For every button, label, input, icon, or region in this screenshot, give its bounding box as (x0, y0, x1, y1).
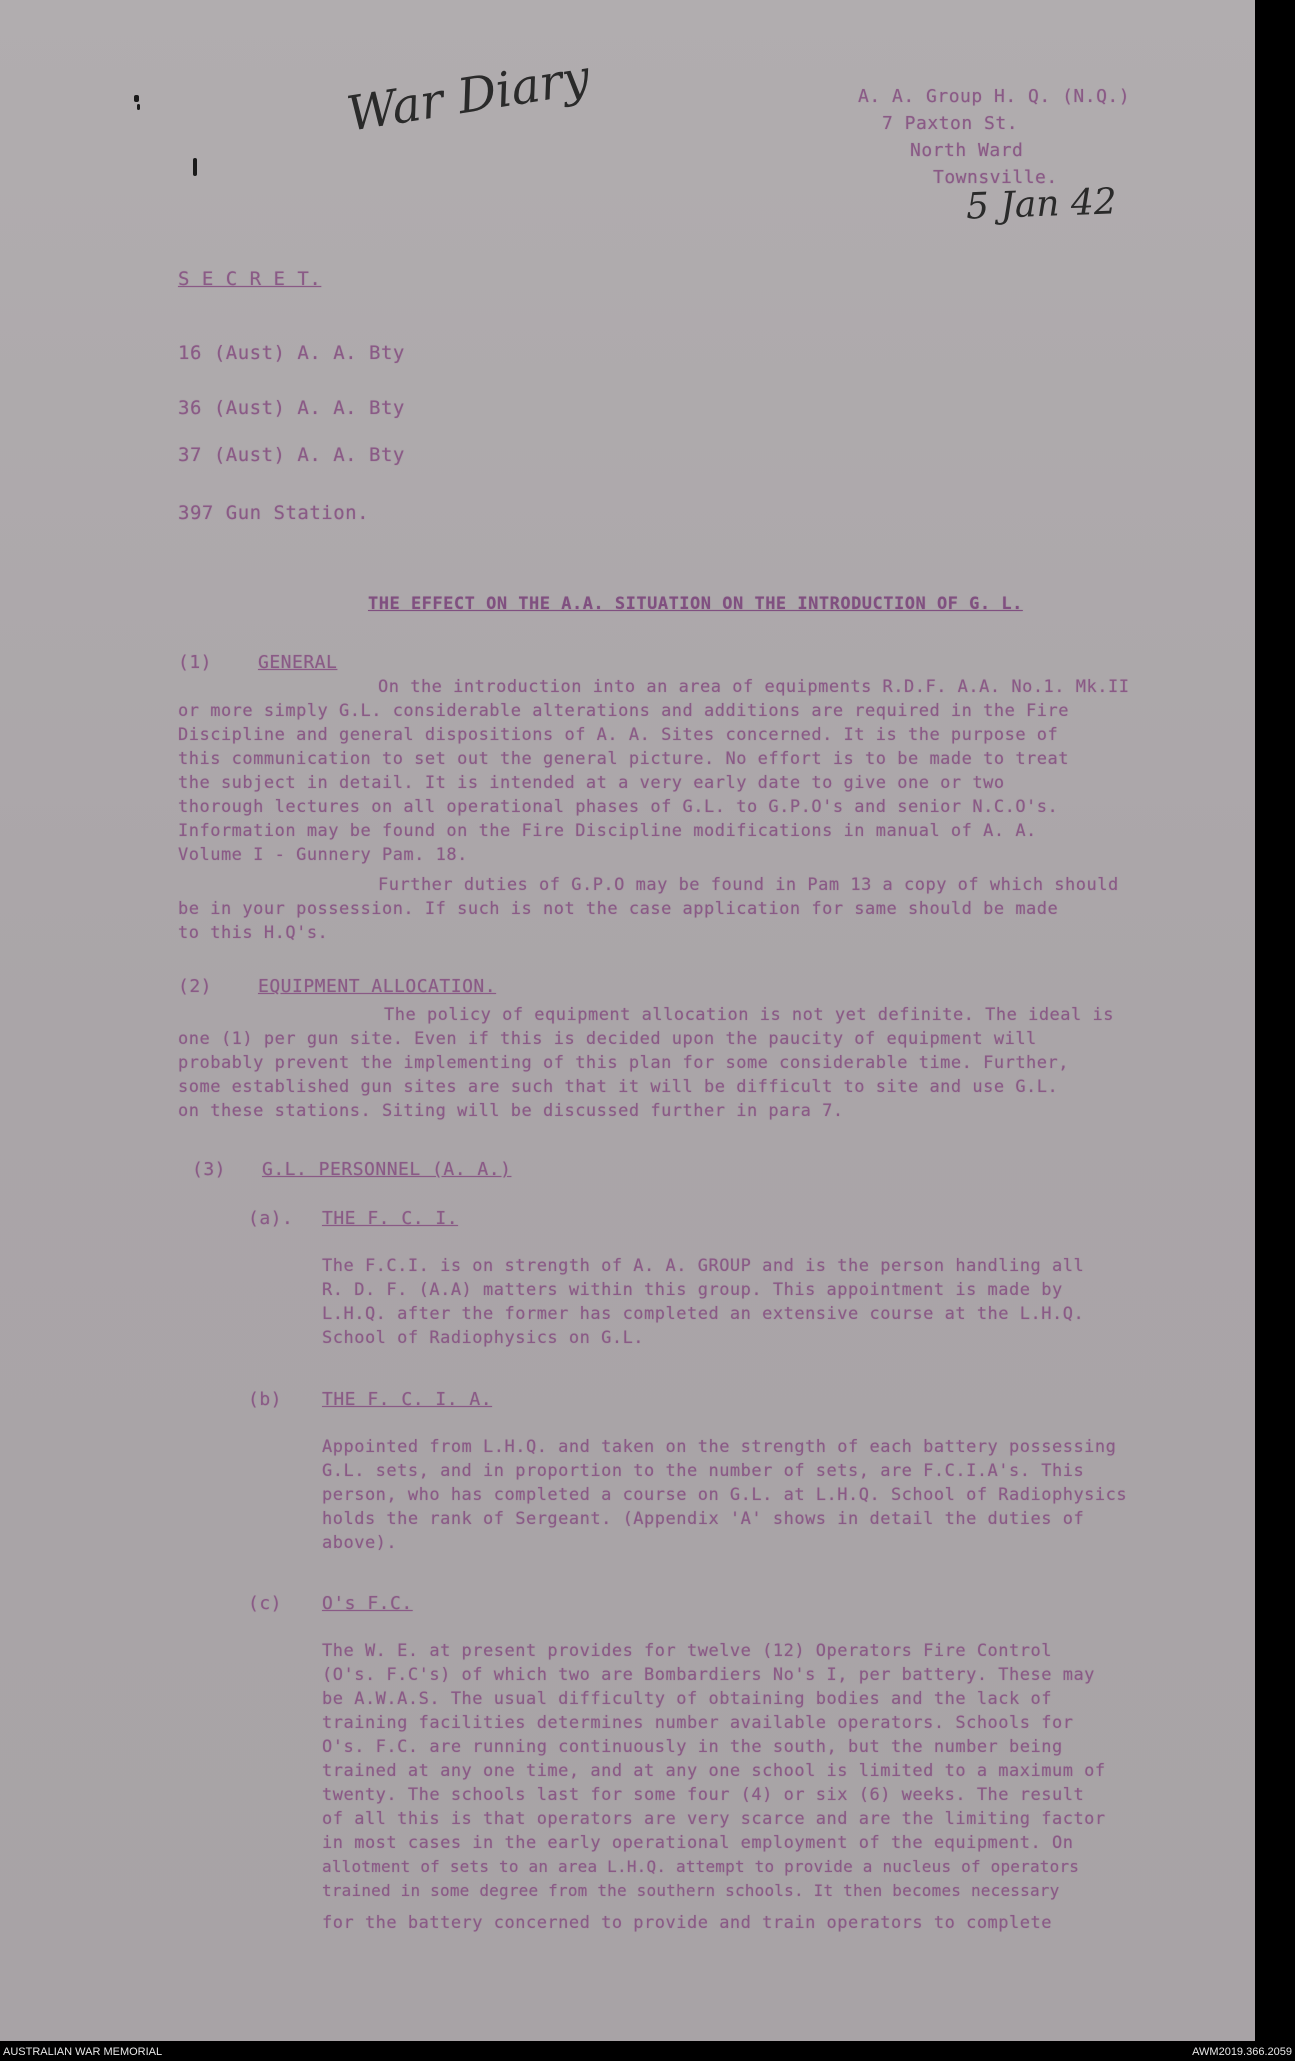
punch-hole (134, 95, 139, 102)
body-line: O's. F.C. are running continuously in the south, but the number being (322, 1737, 1063, 1757)
subsection-number: (a). (248, 1208, 294, 1229)
body-line: or more simply G.L. considerable alterations and additions are required in the Fire (178, 701, 1069, 721)
body-line: in most cases in the early operational employment of the equipment. On (322, 1833, 1074, 1853)
addressee: 37 (Aust) A. A. Bty (178, 444, 405, 466)
address-line: A. A. Group H. Q. (N.Q.) (858, 86, 1131, 107)
body-line: above). (322, 1533, 398, 1553)
body-line: Information may be found on the Fire Discipline modifications in manual of A. A. (178, 821, 1037, 841)
punch-hole (137, 104, 140, 110)
addressee: 36 (Aust) A. A. Bty (178, 397, 405, 419)
body-line: this communication to set out the general picture. No effort is to be made to treat (178, 749, 1069, 769)
body-line: for the battery concerned to provide and train operators to complete (322, 1913, 1052, 1933)
subsection-heading: THE F. C. I. A. (322, 1389, 493, 1410)
subject-heading: THE EFFECT ON THE A.A. SITUATION ON THE INTRODUCTION OF G. L. (368, 594, 1023, 614)
address-line: 7 Paxton St. (882, 113, 1019, 134)
addressee: 397 Gun Station. (178, 502, 370, 524)
body-line: trained in some degree from the southern schools. It then becomes necessary (322, 1881, 1060, 1900)
body-line: On the introduction into an area of equipments R.D.F. A.A. No.1. Mk.II (378, 677, 1130, 697)
body-line: thorough lectures on all operational phases of G.L. to G.P.O's and senior N.C.O's. (178, 797, 1059, 817)
body-line: holds the rank of Sergeant. (Appendix 'A' shows in detail the duties of (322, 1509, 1085, 1529)
body-line: trained at any one time, and at any one school is limited to a maximum of (322, 1761, 1106, 1781)
body-line: School of Radiophysics on G.L. (322, 1328, 645, 1348)
body-line: allotment of sets to an area L.H.Q. attempt to provide a nucleus of operators (322, 1857, 1080, 1876)
section-heading: GENERAL (258, 652, 338, 673)
address-line: North Ward (910, 140, 1024, 161)
body-line: of all this is that operators are very scarce and are the limiting factor (322, 1809, 1106, 1829)
section-number: (2) (178, 976, 213, 997)
body-line: person, who has completed a course on G.L. at L.H.Q. School of Radiophysics (322, 1485, 1128, 1505)
body-line: G.L. sets, and in proportion to the number of sets, are F.C.I.A's. This (322, 1461, 1085, 1481)
body-line: on these stations. Siting will be discussed further in para 7. (178, 1101, 844, 1121)
handwritten-date: 5 Jan 42 (965, 181, 1118, 228)
body-line: training facilities determines number available operators. Schools for (322, 1713, 1074, 1733)
body-line: one (1) per gun site. Even if this is decided upon the paucity of equipment will (178, 1029, 1037, 1049)
body-line: R. D. F. (A.A) matters within this group. This appointment is made by (322, 1280, 1063, 1300)
section-number: (1) (178, 652, 213, 673)
body-line: The W. E. at present provides for twelve (12) Operators Fire Control (322, 1641, 1052, 1661)
body-line: probably prevent the implementing of this plan for some considerable time. Further, (178, 1053, 1069, 1073)
body-line: (O's. F.C's) of which two are Bombardiers No's I, per battery. These may (322, 1665, 1095, 1685)
body-line: The F.C.I. is on strength of A. A. GROUP and is the person handling all (322, 1256, 1085, 1276)
body-line: Volume I - Gunnery Pam. 18. (178, 845, 468, 865)
addressee: 16 (Aust) A. A. Bty (178, 342, 405, 364)
body-line: the subject in detail. It is intended at a very early date to give one or two (178, 773, 1005, 793)
address-line: Townsville. (933, 167, 1058, 188)
handwritten-title: War Diary (343, 49, 594, 143)
subsection-number: (c) (248, 1593, 283, 1614)
section-number: (3) (192, 1159, 227, 1180)
punch-hole (193, 158, 197, 176)
subsection-number: (b) (248, 1389, 283, 1410)
body-line: Further duties of G.P.O may be found in Pam 13 a copy of which should (378, 875, 1119, 895)
subsection-heading: O's F.C. (322, 1593, 413, 1614)
classification-label: S E C R E T. (178, 268, 322, 290)
body-line: be A.W.A.S. The usual difficulty of obtaining bodies and the lack of (322, 1689, 1052, 1709)
section-heading: EQUIPMENT ALLOCATION. (258, 976, 497, 997)
archive-label: AUSTRALIAN WAR MEMORIAL (3, 2046, 163, 2058)
body-line: L.H.Q. after the former has completed an extensive course at the L.H.Q. (322, 1304, 1085, 1324)
subsection-heading: THE F. C. I. (322, 1208, 459, 1229)
section-heading: G.L. PERSONNEL (A. A.) (262, 1159, 512, 1180)
body-line: Appointed from L.H.Q. and taken on the strength of each battery possessing (322, 1437, 1117, 1457)
body-line: Discipline and general dispositions of A. A. Sites concerned. It is the purpose of (178, 725, 1059, 745)
body-line: The policy of equipment allocation is not yet definite. The ideal is (384, 1005, 1114, 1025)
body-line: be in your possession. If such is not the case application for same should be made (178, 899, 1059, 919)
body-line: twenty. The schools last for some four (4) or six (6) weeks. The result (322, 1785, 1085, 1805)
archive-reference: AWM2019.366.2059 (1192, 2046, 1292, 2058)
body-line: some established gun sites are such that it will be difficult to site and use G.L. (178, 1077, 1059, 1097)
body-line: to this H.Q's. (178, 923, 329, 943)
